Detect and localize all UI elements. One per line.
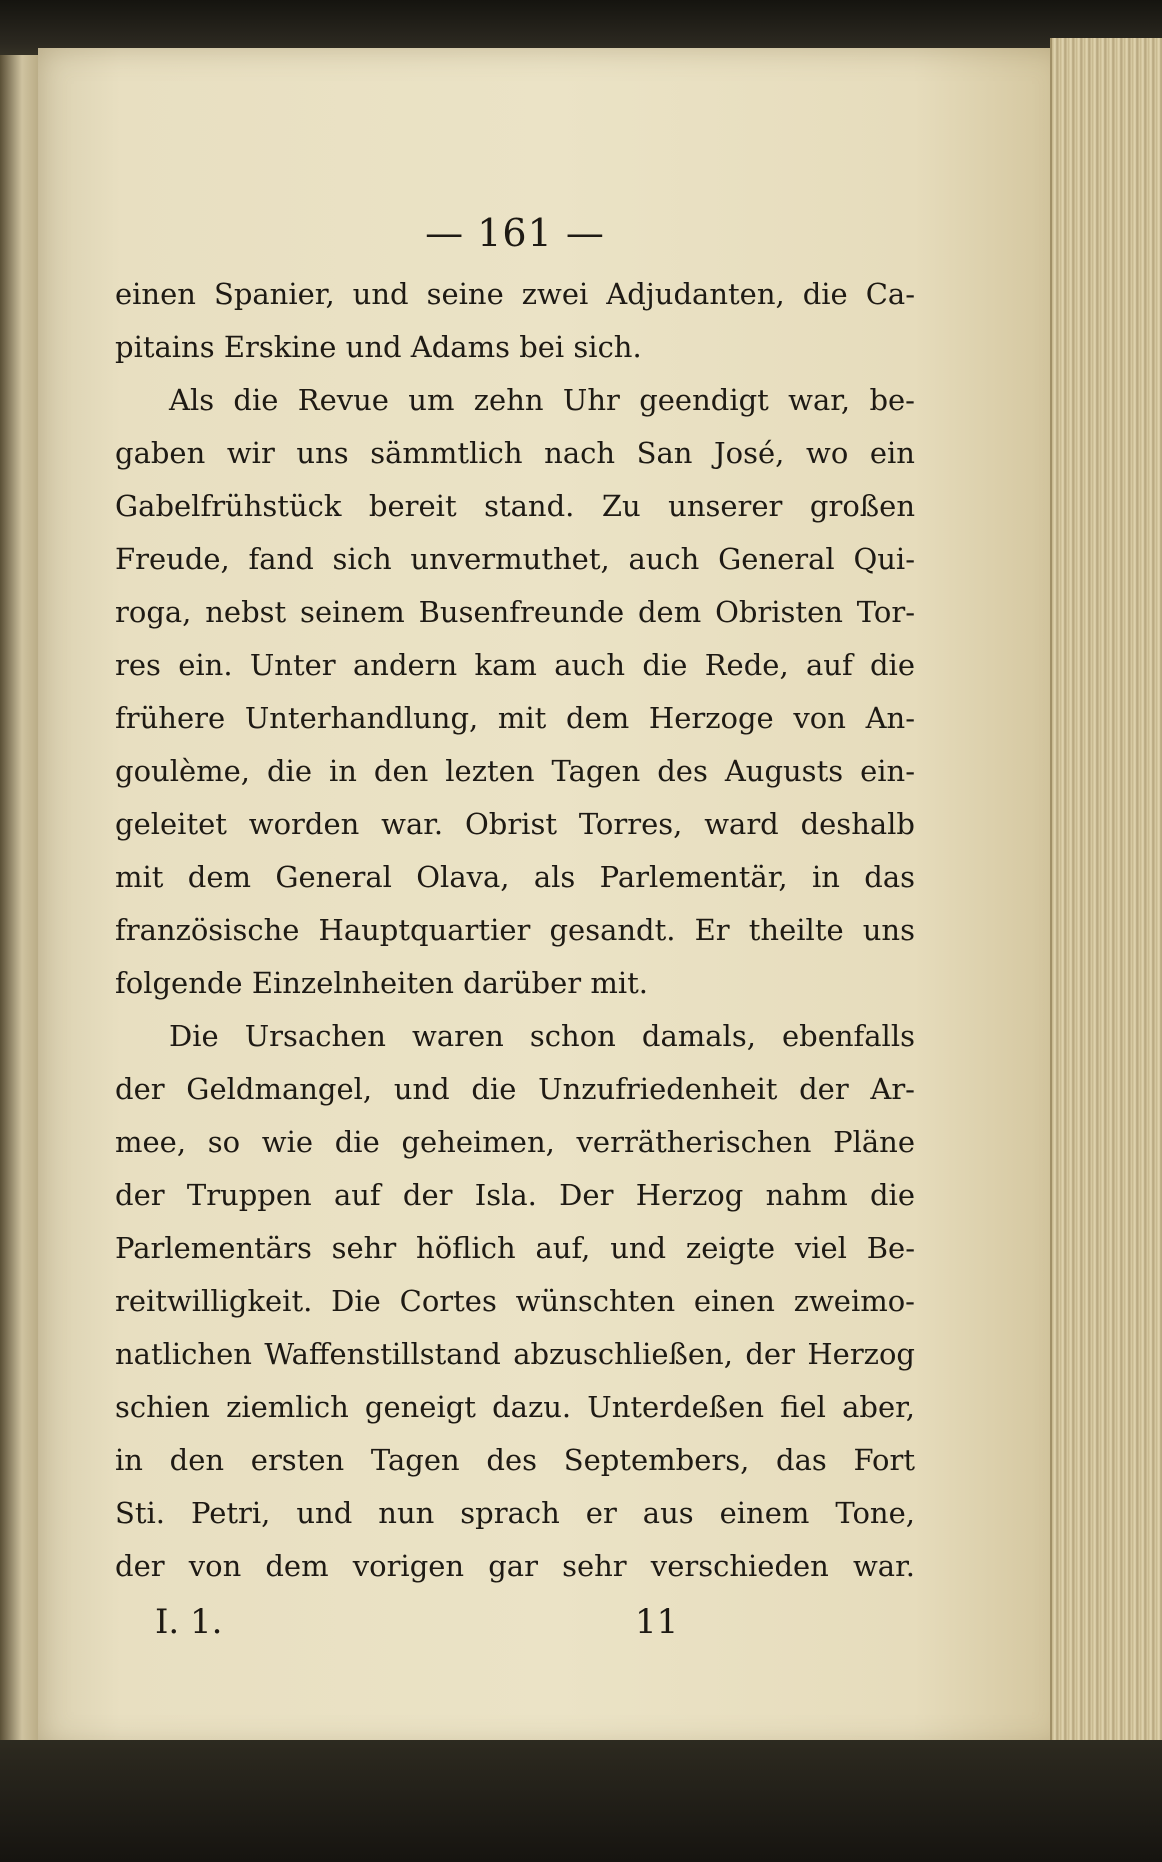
gathering-number: 11 <box>635 1602 679 1642</box>
text-line: mee, so wie die geheimen, verrätherischen Pläne <box>115 1125 915 1159</box>
text-line: mit dem General Olava, als Parlementär, in das <box>115 860 915 894</box>
text-line: res ein. Unter andern kam auch die Rede, auf die <box>115 648 915 682</box>
text-line: gaben wir uns sämmtlich nach San José, wo ein <box>115 436 915 470</box>
text-line: Die Ursachen waren schon damals, ebenfalls <box>169 1019 915 1053</box>
text-line: Parlementärs sehr höflich auf, und zeigte viel Be- <box>115 1231 915 1265</box>
signature-mark: I. 1. <box>155 1602 223 1642</box>
text-line: Sti. Petri, und nun sprach er aus einem Tone, <box>115 1496 915 1530</box>
page-stack-edges <box>1050 38 1162 1758</box>
text-line: reitwilligkeit. Die Cortes wünschten einen zweimo- <box>115 1284 915 1318</box>
text-line: folgende Einzelnheiten darüber mit. <box>115 966 649 1000</box>
text-line: goulème, die in den lezten Tagen des Augusts ein- <box>115 754 915 788</box>
text-line: Freude, fand sich unvermuthet, auch General Qui- <box>115 542 915 576</box>
text-line: schien ziemlich geneigt dazu. Unterdeßen fiel aber, <box>115 1390 915 1424</box>
text-line: Als die Revue um zehn Uhr geendigt war, be- <box>169 383 915 417</box>
text-line: pitains Erskine und Adams bei sich. <box>115 330 642 364</box>
text-line: natlichen Waffenstillstand abzuschließen, der Herzog <box>115 1337 915 1371</box>
left-page-edge <box>0 55 41 1755</box>
text-line: Gabelfrühstück bereit stand. Zu unserer großen <box>115 489 915 523</box>
text-line: der von dem vorigen gar sehr verschieden war. <box>115 1549 915 1583</box>
text-line: geleitet worden war. Obrist Torres, ward deshalb <box>115 807 915 841</box>
page-footer <box>115 1597 915 1647</box>
text-line: französische Hauptquartier gesandt. Er theilte uns <box>115 913 915 947</box>
text-line: einen Spanier, und seine zwei Adjudanten, die Ca- <box>115 277 915 311</box>
text-line: roga, nebst seinem Busenfreunde dem Obristen Tor- <box>115 595 915 629</box>
text-line: in den ersten Tagen des Septembers, das Fort <box>115 1443 915 1477</box>
page-number: — 161 — <box>425 211 605 255</box>
text-line: der Truppen auf der Isla. Der Herzog nahm die <box>115 1178 915 1212</box>
page-text-block <box>115 208 915 1647</box>
book-binding-bottom <box>0 1740 1162 1862</box>
text-line: frühere Unterhandlung, mit dem Herzoge von An- <box>115 701 915 735</box>
text-line: der Geldmangel, und die Unzufriedenheit der Ar- <box>115 1072 915 1106</box>
